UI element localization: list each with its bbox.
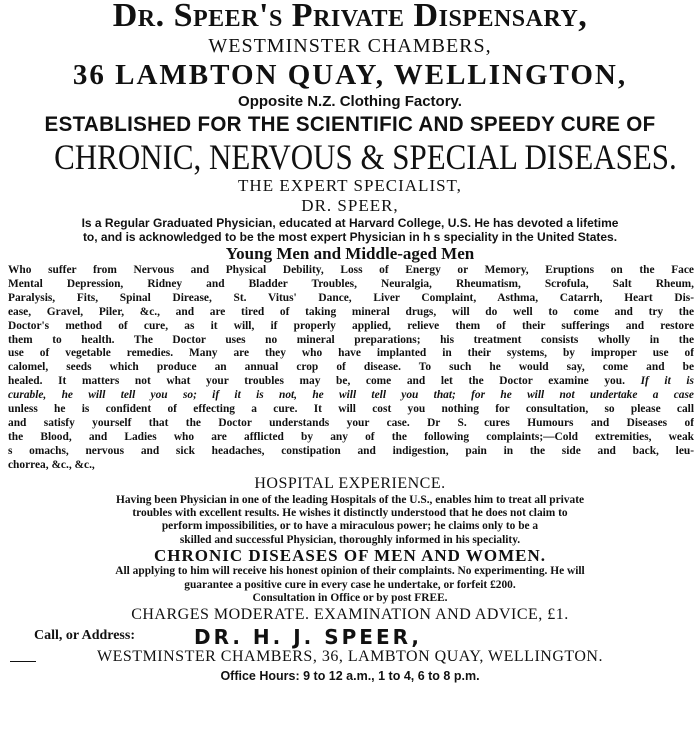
italic-text: If it is [640, 375, 694, 388]
call-doctor-name: DR. H. J. SPEER, [194, 625, 422, 650]
hospital-paragraph [6, 494, 694, 548]
dispensary-title: Dr. Speer's Private Dispensary, [112, 0, 588, 34]
paragraph-line: Mental Depression, Ridney and Bladder Troubles, Neuralgia, Rheumatism, Scrofula, Salt Rheum, [8, 277, 694, 290]
young-men-heading: Young Men and Middle-aged Men [225, 244, 475, 263]
paragraph-line: Who suffer from Nervous and Physical Debility, Loss of Energy or Memory, Eruptions on the Face [8, 264, 694, 276]
paragraph-line: Consultation in Office or by post FREE. [252, 592, 448, 605]
intro-line: Is a Regular Graduated Physician, educated at Harvard College, U.S. He has devoted a lifetime [81, 216, 619, 230]
paragraph-line: them to health. The Doctor uses no mineral preparations; his treatment consists wholly in the [8, 333, 694, 346]
paragraph-line: Having been Physician in one of the leading Hospitals of the U.S., enables him to treat all private [115, 493, 585, 506]
paragraph-line: ease, Gravel, Piler, &c., and are tired of taking mineral drugs, will do well to come and try the [8, 305, 694, 318]
paragraph-line: and satisfy yourself that the Doctor understands your case. Dr S. cures Humours and Diseases of [8, 416, 694, 429]
charges-line: CHARGES MODERATE. EXAMINATION AND ADVICE, £1. [131, 606, 569, 624]
paragraph-line: All applying to him will receive his honest opinion of their complaints. No experimenting. He will [115, 565, 585, 578]
chronic-paragraph [6, 565, 694, 605]
paragraph-line: Paralysis, Fits, Spinal Direase, St. Vitus' Dance, Liver Complaint, Asthma, Catarrh, Heart Dis- [8, 291, 694, 304]
intro-line: to, and is acknowledged to be the most expert Physician in h s speciality in the United States. [82, 230, 618, 244]
street-address: 36 LAMBTON QUAY, WELLINGTON, [72, 59, 628, 91]
opposite-note: Opposite N.Z. Clothing Factory. [238, 93, 462, 110]
paragraph-line: the Blood, and Ladies who are afflicted by any of the following complaints;—Cold extremities, weak [8, 430, 694, 443]
young-men-paragraph [8, 264, 694, 473]
paragraph-text: healed. It matters not what your troubles may be, come and let the Doctor examine you. [8, 375, 625, 388]
building-name: WESTMINSTER CHAMBERS, [208, 35, 492, 57]
paragraph-line: guarantee a positive cure in every case he undertake, or forfeit £200. [184, 578, 516, 591]
paragraph-line: chorrea, &c., &c., [8, 458, 95, 471]
established-line: ESTABLISHED FOR THE SCIENTIFIC AND SPEEDY CURE OF [44, 113, 656, 136]
paragraph-line [8, 389, 694, 403]
call-label: Call, or Address: [34, 628, 135, 644]
paragraph-line: calomel, seeds which produce an annual crop of disease. To such he would say, come and be [8, 361, 694, 374]
divider [10, 661, 36, 662]
paragraph-line: troubles with excellent results. He wishes it distinctly understood that he does not claim to [132, 507, 568, 519]
doctor-name: DR. SPEER, [301, 196, 399, 215]
office-hours: Office Hours: 9 to 12 a.m., 1 to 4, 6 to 8 p.m. [220, 669, 480, 684]
paragraph-line: perform impossibilities, or to have a miraculous power; he claims only to be a [161, 520, 539, 533]
call-row [6, 625, 694, 650]
paragraph-line: use of vegetable remedies. Many are they who have implanted in their systems, by improper use of [8, 347, 694, 360]
paragraph-line: Doctor's method of cure, as it will, if properly applied, relieve them of their sufferings and restore [8, 319, 694, 332]
paragraph-line: unless he is confident of effecting a cure. It will cost you nothing for consultation, so please call [8, 403, 694, 416]
paragraph-line: s omachs, nervous and sick headaches, constipation and indigestion, pain in the side and back, leu- [8, 444, 694, 457]
diseases-headline: CHRONIC, NERVOUS & SPECIAL DISEASES. [54, 137, 677, 177]
hospital-heading: HOSPITAL EXPERIENCE. [254, 474, 446, 492]
paragraph-line [8, 375, 694, 389]
italic-line: curable, he will tell you so; if it is not, he will tell you that; for he will not undertake a case [8, 389, 694, 402]
footer-address [6, 647, 694, 667]
paragraph-line: skilled and successful Physician, thoroughly informed in his speciality. [179, 533, 521, 546]
address-text: WESTMINSTER CHAMBERS, 36, LAMBTON QUAY, WELLINGTON. [97, 648, 603, 666]
chronic-heading: CHRONIC DISEASES OF MEN AND WOMEN. [154, 546, 546, 566]
expert-specialist: THE EXPERT SPECIALIST, [238, 176, 462, 195]
intro-paragraph [6, 216, 694, 244]
